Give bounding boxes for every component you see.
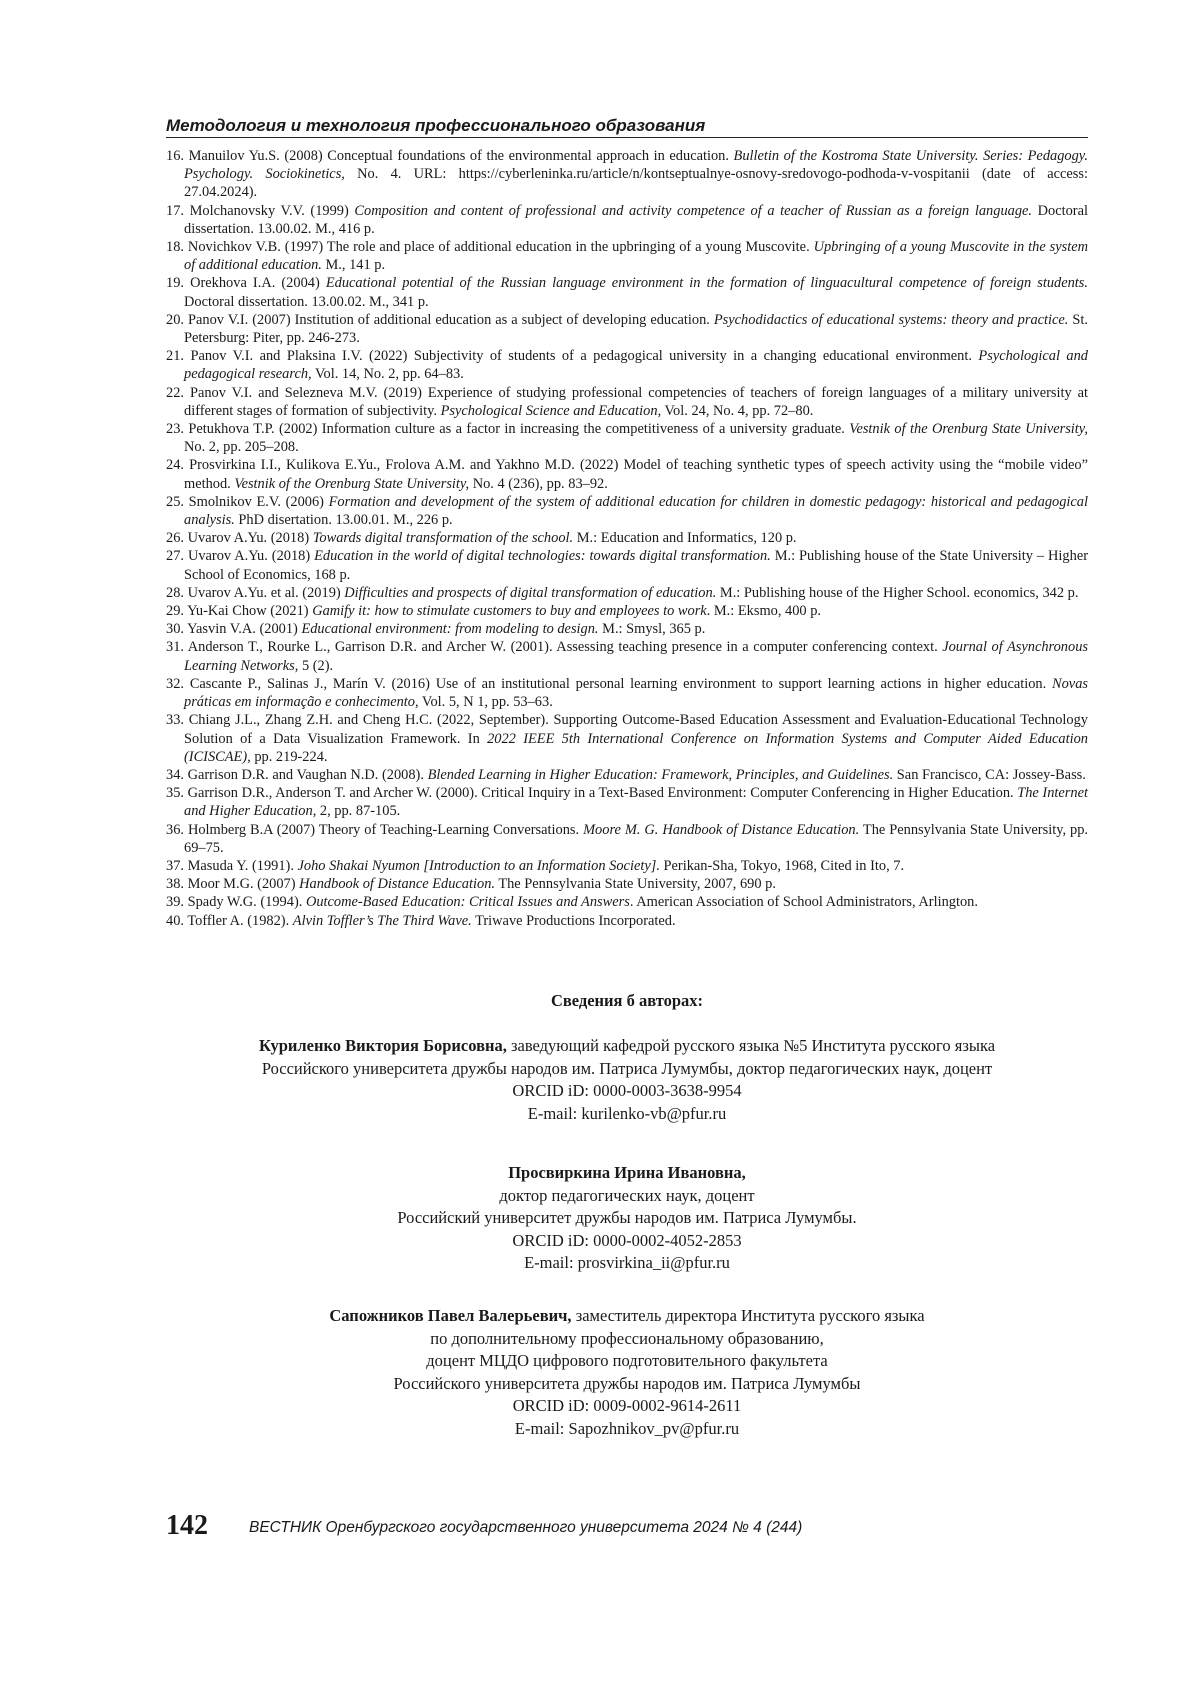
- reference-text: Masuda Y. (1991).: [188, 858, 298, 874]
- reference-number: 20.: [166, 312, 184, 328]
- author-orcid: ORCID iD: 0009-0002-9614-2611: [166, 1395, 1088, 1418]
- reference-text: Uvarov A.Yu. (2018): [188, 548, 314, 564]
- author-affiliation: Российский университет дружбы народов им. Патриса Лумумбы.: [166, 1207, 1088, 1230]
- reference-item: [166, 766, 1088, 784]
- journal-name: ВЕСТНИК Оренбургского государственного университета 2024 № 4 (244): [249, 1518, 802, 1538]
- reference-item: [166, 384, 1088, 420]
- author-affiliation: Российского университета дружбы народов им. Патриса Лумумбы: [166, 1373, 1088, 1396]
- reference-number: 40.: [166, 913, 184, 929]
- reference-details: . M.: Eksmo, 400 p.: [707, 603, 821, 619]
- reference-details: Doctoral dissertation. 13.00.02. M., 341 p.: [184, 294, 429, 310]
- reference-details: M.: Publishing house of the Higher School. economics, 342 p.: [716, 585, 1078, 601]
- reference-source-title: Gamify it: how to stimulate customers to buy and employees to work: [312, 603, 707, 619]
- reference-details: No. 2, pp. 205–208.: [184, 439, 299, 455]
- reference-details: 5 (2).: [298, 658, 333, 674]
- reference-details: St. Petersburg: Piter, pp. 246-273.: [184, 312, 1088, 346]
- reference-item: [166, 821, 1088, 857]
- reference-source-title: Education in the world of digital technologies: towards digital transformation.: [314, 548, 771, 564]
- reference-details: Perikan-Sha, Tokyo, 1968, Cited in Ito, 7.: [660, 858, 904, 874]
- reference-item: [166, 456, 1088, 492]
- reference-number: 22.: [166, 385, 184, 401]
- reference-item: [166, 547, 1088, 583]
- reference-number: 25.: [166, 494, 184, 510]
- reference-text: Holmberg B.A (2007) Theory of Teaching-Learning Conversations.: [188, 822, 583, 838]
- reference-details: Doctoral dissertation. 13.00.02. M., 416 p.: [184, 203, 1088, 237]
- reference-item: [166, 784, 1088, 820]
- reference-item: [166, 493, 1088, 529]
- author-email: E-mail: Sapozhnikov_pv@pfur.ru: [166, 1418, 1088, 1441]
- reference-details: M.: Education and Informatics, 120 p.: [573, 530, 796, 546]
- reference-item: [166, 420, 1088, 456]
- reference-item: [166, 675, 1088, 711]
- reference-item: [166, 638, 1088, 674]
- author-name: Куриленко Виктория Борисовна,: [259, 1036, 507, 1055]
- author-position-cont: по дополнительному профессиональному образованию,: [166, 1328, 1088, 1351]
- reference-details: The Pennsylvania State University, pp. 69–75.: [184, 822, 1088, 856]
- reference-item: [166, 711, 1088, 766]
- reference-source-title: Composition and content of professional and activity competence of a teacher of Russian as a foreign language.: [354, 203, 1032, 219]
- reference-details: Triwave Productions Incorporated.: [472, 913, 676, 929]
- author-orcid: ORCID iD: 0000-0003-3638-9954: [166, 1080, 1088, 1103]
- reference-source-title: Vestnik of the Orenburg State University,: [234, 476, 469, 492]
- reference-source-title: Psychodidactics of educational systems: theory and practice.: [714, 312, 1069, 328]
- reference-number: 35.: [166, 785, 184, 801]
- reference-text: Novichkov V.B. (1997) The role and place of additional education in the upbringing of a young Muscovite.: [188, 239, 814, 255]
- reference-text: Panov V.I. and Selezneva M.V. (2019) Experience of studying professional competencies of teachers of foreign languages of a military university at different stages of formation of subjectivity.: [184, 385, 1088, 419]
- reference-number: 17.: [166, 203, 184, 219]
- reference-item: [166, 311, 1088, 347]
- reference-number: 37.: [166, 858, 184, 874]
- reference-source-title: Outcome-Based Education: Critical Issues and Answers: [306, 894, 630, 910]
- reference-details: M.: Smysl, 365 p.: [599, 621, 706, 637]
- reference-number: 21.: [166, 348, 184, 364]
- author-line: [166, 1162, 1088, 1185]
- reference-source-title: Bulletin of the Kostroma State University. Series: Pedagogy. Psychology. Sociokinetics,: [184, 148, 1088, 182]
- reference-text: Smolnikov E.V. (2006): [189, 494, 329, 510]
- reference-source-title: The Internet and Higher Education: [184, 785, 1088, 819]
- reference-source-title: Blended Learning in Higher Education: Framework, Principles, and Guidelines.: [428, 767, 894, 783]
- reference-item: [166, 347, 1088, 383]
- reference-details: . American Association of School Administrators, Arlington.: [630, 894, 978, 910]
- reference-text: Spady W.G. (1994).: [188, 894, 306, 910]
- reference-number: 26.: [166, 530, 184, 546]
- reference-text: Petukhova T.P. (2002) Information culture as a factor in increasing the competitiveness of a university graduate.: [188, 421, 849, 437]
- reference-source-title: Moore M. G. Handbook of Distance Education.: [583, 822, 859, 838]
- reference-text: Moor M.G. (2007): [188, 876, 300, 892]
- reference-source-title: Educational environment: from modeling to design.: [301, 621, 598, 637]
- author-name: Сапожников Павел Валерьевич,: [329, 1306, 571, 1325]
- reference-source-title: Psychological and pedagogical research,: [184, 348, 1088, 382]
- reference-number: 38.: [166, 876, 184, 892]
- reference-number: 27.: [166, 548, 184, 564]
- reference-number: 16.: [166, 148, 184, 164]
- author-degree: доктор педагогических наук, доцент: [166, 1185, 1088, 1208]
- reference-source-title: Psychological Science and Education: [441, 403, 658, 419]
- reference-source-title: Vestnik of the Orenburg State University,: [849, 421, 1088, 437]
- author-line: [166, 1035, 1088, 1058]
- reference-item: [166, 912, 1088, 930]
- reference-item: [166, 584, 1088, 602]
- reference-text: Uvarov A.Yu. (2018): [188, 530, 313, 546]
- reference-source-title: Towards digital transformation of the school.: [313, 530, 573, 546]
- page-number: 142: [166, 1509, 208, 1543]
- reference-number: 34.: [166, 767, 184, 783]
- authors-section-title: Сведения б авторах:: [166, 990, 1088, 1012]
- reference-item: [166, 202, 1088, 238]
- reference-number: 28.: [166, 585, 184, 601]
- reference-item: [166, 529, 1088, 547]
- reference-text: Uvarov A.Yu. et al. (2019): [188, 585, 345, 601]
- reference-text: Yasvin V.A. (2001): [187, 621, 301, 637]
- author-info-2: [166, 1162, 1088, 1275]
- reference-source-title: Journal of Asynchronous Learning Networks,: [184, 639, 1088, 673]
- reference-details: , Vol. 24, No. 4, pp. 72–80.: [658, 403, 814, 419]
- reference-number: 39.: [166, 894, 184, 910]
- reference-number: 36.: [166, 822, 184, 838]
- author-position-cont: доцент МЦДО цифрового подготовительного факультета: [166, 1350, 1088, 1373]
- running-header-title: Методология и технология профессионального образования: [166, 115, 1086, 137]
- reference-number: 18.: [166, 239, 184, 255]
- reference-text: Cascante P., Salinas J., Marín V. (2016) Use of an institutional personal learning environment to support learning actions in higher education.: [190, 676, 1052, 692]
- author-orcid: ORCID iD: 0000-0002-4052-2853: [166, 1230, 1088, 1253]
- reference-text: Panov V.I. (2007) Institution of additional education as a subject of developing education.: [188, 312, 714, 328]
- reference-number: 29.: [166, 603, 184, 619]
- reference-item: [166, 274, 1088, 310]
- reference-item: [166, 893, 1088, 911]
- reference-text: Toffler A. (1982).: [187, 913, 292, 929]
- reference-source-title: Joho Shakai Nyumon [Introduction to an Information Society].: [298, 858, 660, 874]
- author-affiliation: Российского университета дружбы народов им. Патриса Лумумбы, доктор педагогических наук, доцент: [166, 1058, 1088, 1081]
- reference-details: M., 141 p.: [322, 257, 385, 273]
- author-info-3: [166, 1305, 1088, 1440]
- reference-text: Garrison D.R., Anderson T. and Archer W. (2000). Critical Inquiry in a Text-Based Environment: Computer Conferencing in Higher Education.: [188, 785, 1018, 801]
- reference-source-title: Formation and development of the system of additional education for children in domestic pedagogy: historical and pedagogical analysis.: [184, 494, 1088, 528]
- reference-details: , 2, pp. 87-105.: [313, 803, 401, 819]
- reference-text: Garrison D.R. and Vaughan N.D. (2008).: [188, 767, 428, 783]
- reference-item: [166, 875, 1088, 893]
- reference-details: No. 4 (236), pp. 83–92.: [469, 476, 608, 492]
- reference-details: PhD disertation. 13.00.01. M., 226 p.: [235, 512, 453, 528]
- reference-list: [166, 147, 1088, 930]
- reference-number: 30.: [166, 621, 184, 637]
- author-name: Просвиркина Ирина Ивановна,: [508, 1163, 746, 1182]
- author-email: E-mail: prosvirkina_ii@pfur.ru: [166, 1252, 1088, 1275]
- reference-item: [166, 602, 1088, 620]
- reference-details: Vol. 14, No. 2, pp. 64–83.: [312, 366, 464, 382]
- author-position: заместитель директора Института русского языка: [572, 1306, 925, 1325]
- reference-text: Manuilov Yu.S. (2008) Conceptual foundations of the environmental approach in education.: [189, 148, 734, 164]
- journal-page: [0, 0, 1200, 1698]
- author-email: E-mail: kurilenko-vb@pfur.ru: [166, 1103, 1088, 1126]
- reference-text: Chiang J.L., Zhang Z.H. and Cheng H.C. (2022, September). Supporting Outcome-Based Education Assessment and Evaluation-Educational Technology Solution of a Data Visualization Framework. In: [184, 712, 1088, 746]
- reference-details: No. 4. URL: https://cyberleninka.ru/article/n/kontseptualnye-osnovy-sredovogo-podhoda-v-vospitanii (date of access: 27.04.2024).: [184, 166, 1088, 200]
- reference-text: Molchanovsky V.V. (1999): [190, 203, 355, 219]
- author-info-1: [166, 1035, 1088, 1125]
- reference-number: 32.: [166, 676, 184, 692]
- reference-source-title: Alvin Toffler’s The Third Wave.: [293, 913, 472, 929]
- reference-item: [166, 857, 1088, 875]
- reference-number: 23.: [166, 421, 184, 437]
- reference-details: San Francisco, CA: Jossey-Bass.: [893, 767, 1086, 783]
- reference-source-title: Upbringing of a young Muscovite in the system of additional education.: [184, 239, 1088, 273]
- reference-source-title: 2022 IEEE 5th International Conference on Information Systems and Computer Aided Education (ICISCAE),: [184, 731, 1088, 765]
- page-footer: [166, 1509, 1088, 1549]
- reference-text: Prosvirkina I.I., Kulikova E.Yu., Frolova A.M. and Yakhno M.D. (2022) Model of teaching synthetic types of speech activity using the “mobile video” method.: [184, 457, 1088, 491]
- reference-source-title: Difficulties and prospects of digital transformation of education.: [344, 585, 716, 601]
- reference-source-title: Handbook of Distance Education.: [299, 876, 495, 892]
- header-divider: [166, 137, 1088, 138]
- reference-details: Vol. 5, N 1, pp. 53–63.: [419, 694, 553, 710]
- reference-source-title: Educational potential of the Russian language environment in the formation of linguacultural competence of foreign students.: [326, 275, 1088, 291]
- reference-details: M.: Publishing house of the State University – Higher School of Economics, 168 p.: [184, 548, 1088, 582]
- reference-text: Anderson T., Rourke L., Garrison D.R. and Archer W. (2001). Assessing teaching presence in a computer conferencing context.: [188, 639, 942, 655]
- reference-details: The Pennsylvania State University, 2007, 690 p.: [495, 876, 776, 892]
- reference-text: Orekhova I.A. (2004): [190, 275, 326, 291]
- reference-number: 33.: [166, 712, 184, 728]
- reference-item: [166, 620, 1088, 638]
- author-position: заведующий кафедрой русского языка №5 Института русского языка: [507, 1036, 995, 1055]
- reference-text: Panov V.I. and Plaksina I.V. (2022) Subjectivity of students of a pedagogical university in a changing educational environment.: [190, 348, 978, 364]
- reference-text: Yu-Kai Chow (2021): [187, 603, 312, 619]
- reference-number: 31.: [166, 639, 184, 655]
- author-line: [166, 1305, 1088, 1328]
- reference-number: 19.: [166, 275, 184, 291]
- reference-number: 24.: [166, 457, 184, 473]
- reference-details: pp. 219-224.: [251, 749, 328, 765]
- reference-source-title: Novas práticas em informação e conhecimento,: [184, 676, 1088, 710]
- reference-item: [166, 238, 1088, 274]
- reference-item: [166, 147, 1088, 202]
